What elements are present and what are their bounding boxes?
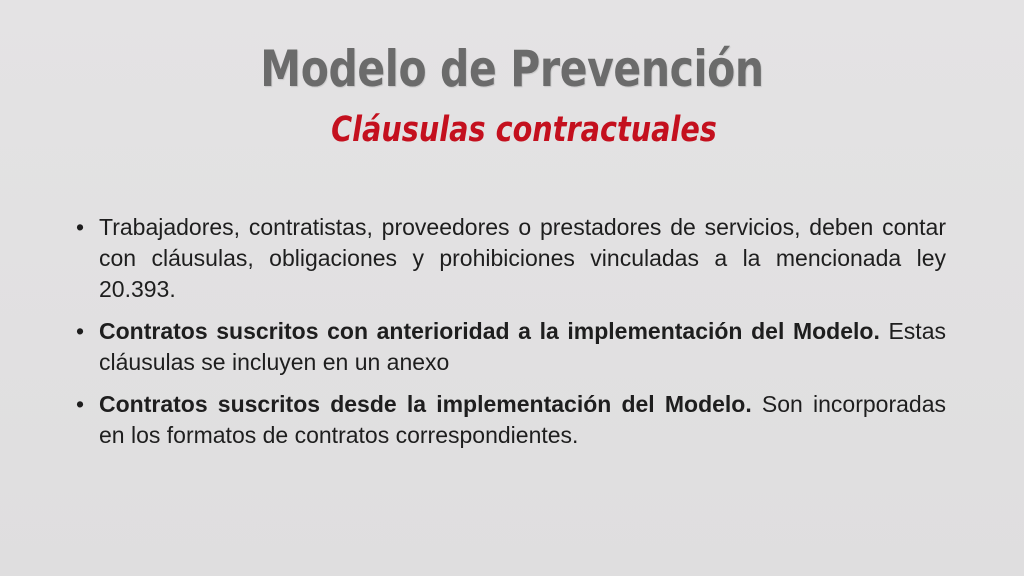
bullet-dot-icon: • bbox=[76, 318, 85, 344]
bullet-bold-text: Contratos suscritos desde la implementación del Modelo. bbox=[99, 391, 752, 417]
bullet-item-2 bbox=[76, 316, 946, 378]
slide-title: Modelo de Prevención bbox=[260, 40, 764, 98]
bullet-item-1 bbox=[76, 212, 946, 305]
bullet-text: Son incorporadas en los formatos de contratos correspondientes. bbox=[99, 391, 946, 448]
bullet-text: Estas cláusulas se incluyen en un anexo bbox=[99, 318, 946, 375]
bullet-dot-icon: • bbox=[76, 214, 85, 240]
bullet-bold-text: Contratos suscritos con anterioridad a la implementación del Modelo. bbox=[99, 318, 880, 344]
slide-subtitle: Cláusulas contractuales bbox=[331, 110, 717, 150]
bullet-dot-icon: • bbox=[76, 391, 85, 417]
bullet-text: Trabajadores, contratistas, proveedores o prestadores de servicios, deben contar con cláusulas, obligaciones y prohibiciones vinculadas a la mencionada ley 20.393. bbox=[99, 214, 946, 302]
bullet-list bbox=[76, 212, 946, 462]
bullet-item-3 bbox=[76, 389, 946, 451]
